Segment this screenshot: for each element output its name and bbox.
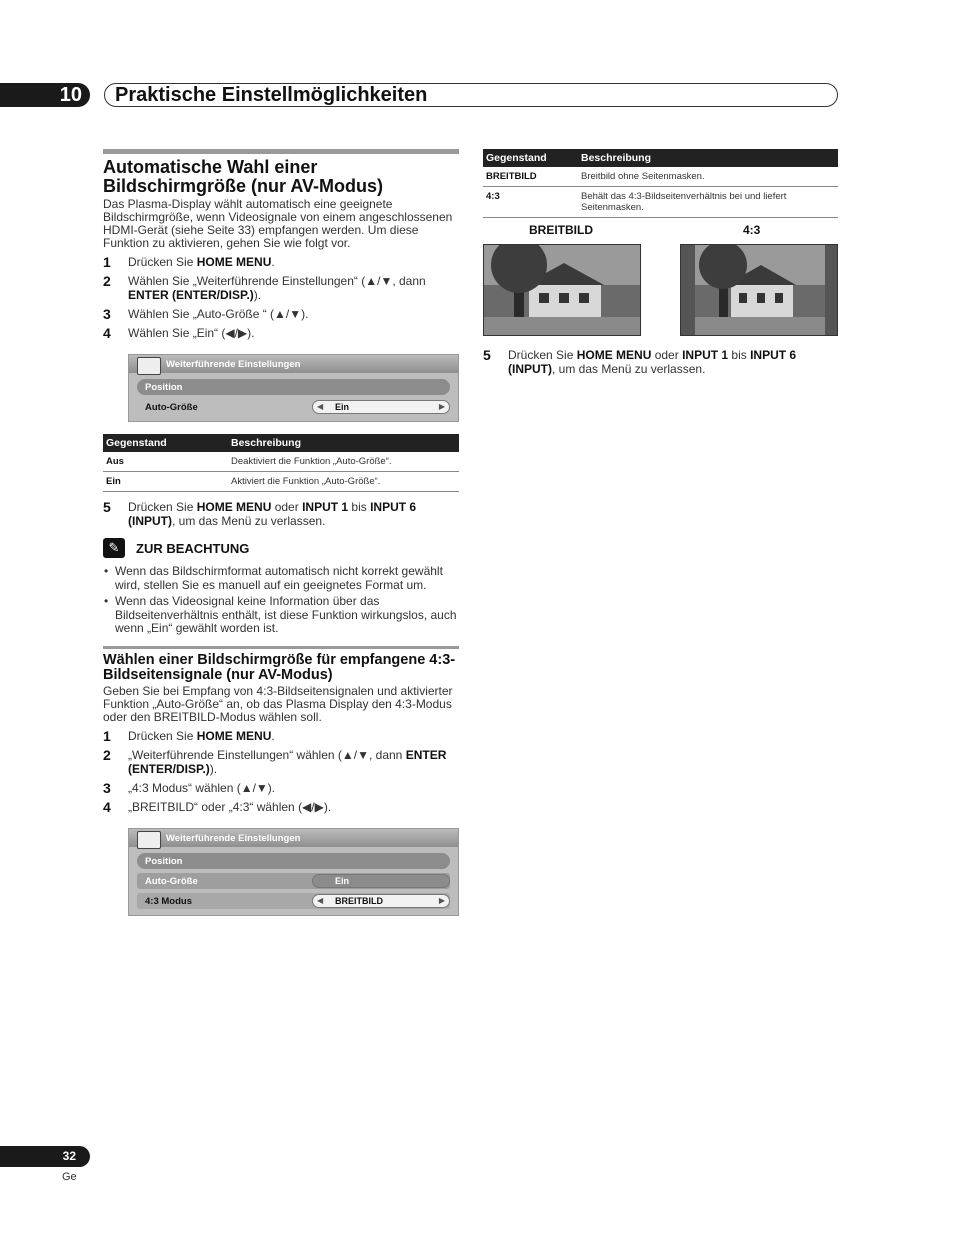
section-rule: [103, 149, 459, 154]
osd-value-43-mode[interactable]: ◀ BREITBILD ▶: [312, 894, 450, 908]
section-intro: Geben Sie bei Empfang von 4:3-Bildseitensignalen und aktivierter Funktion „Auto-Größe“ an, ob das Plasma Display den 4:3-Modus oder den BREITBILD-Modus wählen soll.: [103, 683, 453, 724]
chapter-number: 10: [0, 83, 90, 107]
list-item: • Wenn das Videosignal keine Information über das Bildseitenverhältnis enthält, ist diese Funktion wirkungslos, auch wenn „Ein“ gewählt worden ist.: [103, 595, 459, 636]
step-1: 1 Drücken Sie HOME MENU.: [103, 727, 275, 744]
arrow-left-icon: ◀: [317, 895, 324, 905]
osd-row-auto-size[interactable]: Auto-Größe ◀ Ein ▶: [137, 399, 450, 415]
list-item: • Wenn das Bildschirmformat automatisch nicht korrekt gewählt wird, stellen Sie es manuell auf ein geeignetes Format um.: [103, 565, 459, 592]
table-header: Beschreibung: [578, 149, 838, 167]
osd-row-auto-size[interactable]: Auto-Größe Ein: [137, 873, 450, 889]
osd-value-auto-size[interactable]: ◀ Ein ▶: [312, 400, 450, 414]
osd-row-position[interactable]: Position: [137, 379, 450, 395]
table-row: BREITBILD Breitbild ohne Seitenmasken.: [483, 167, 838, 187]
note-list: [103, 565, 459, 636]
43-mode-table: [483, 149, 838, 218]
section-rule: [103, 646, 459, 649]
pencil-note-icon: ✎: [103, 538, 125, 558]
left-column: [103, 149, 459, 916]
chapter-title: Praktische Einstellmöglichkeiten: [104, 83, 838, 107]
menu-icon: [137, 831, 161, 849]
table-header: Gegenstand: [483, 149, 578, 167]
step-5: 5 Drücken Sie HOME MENU oder INPUT 1 bis INPUT 6 (INPUT), um das Menü zu verlassen.: [103, 499, 417, 528]
breitbild-house-photo: [483, 244, 641, 336]
language-code: Ge: [62, 1171, 77, 1183]
right-column: [483, 149, 838, 376]
step-3: 3 Wählen Sie „Auto-Größe “ (▲/▼).: [103, 306, 309, 322]
step-3: 3 „4:3 Modus“ wählen (▲/▼).: [103, 779, 276, 796]
label-breitbild: BREITBILD: [529, 223, 593, 237]
osd-title: Weiterführende Einstellungen: [166, 832, 301, 844]
osd-row-43-mode[interactable]: 4:3 Modus ◀ BREITBILD ▶: [137, 893, 450, 909]
table-row: 4:3 Behält das 4:3-Bildseitenverhältnis bei und liefert Seitenmasken.: [483, 187, 838, 218]
osd-row-position[interactable]: Position: [137, 853, 450, 869]
section-title-auto-size: Automatische Wahl einer Bildschirmgröße (nur AV-Modus): [103, 157, 384, 196]
table-header: Gegenstand: [103, 434, 228, 452]
section-intro: Das Plasma-Display wählt automatisch eine geeignete Bildschirmgröße, wenn Videosignale von einem angeschlossenen HDMI-Gerät (siehe Seite 33) empfangen werden. Um diese Funktion zu aktivieren, gehen Sie wie folgt vor.: [103, 197, 453, 250]
menu-icon: [137, 357, 161, 375]
osd-value-auto-size[interactable]: Ein: [312, 874, 450, 888]
step-4: 4 Wählen Sie „Ein“ (◀/▶).: [103, 325, 255, 341]
table-header: Beschreibung: [228, 434, 459, 452]
section-title-43-mode: Wählen einer Bildschirmgröße für empfangene 4:3-Bildseitensignale (nur AV-Modus): [103, 651, 456, 683]
osd-menu-auto-size: [128, 354, 459, 422]
image-labels: [483, 223, 838, 237]
arrow-right-icon: ▶: [438, 402, 445, 411]
label-43: 4:3: [743, 223, 761, 237]
auto-size-table: [103, 434, 459, 492]
step-2: 2 Wählen Sie „Weiterführende Einstellungen“ (▲/▼, dann ENTER (ENTER/DISP.)).: [103, 273, 426, 302]
step-2: 2 „Weiterführende Einstellungen“ wählen (▲/▼, dann ENTER (ENTER/DISP.)).: [103, 746, 447, 776]
step-5: 5 Drücken Sie HOME MENU oder INPUT 1 bis INPUT 6 (INPUT), um das Menü zu verlassen.: [483, 347, 797, 376]
table-row: Aus Deaktiviert die Funktion „Auto-Größe“.: [103, 452, 459, 472]
43-house-photo: [680, 244, 838, 336]
step-1: 1 Drücken Sie HOME MENU.: [103, 254, 275, 270]
table-row: Ein Aktiviert die Funktion „Auto-Größe“.: [103, 472, 459, 492]
note-heading: ✎ ZUR BEACHTUNG: [103, 538, 459, 558]
image-pair: [483, 244, 838, 336]
arrow-left-icon: ◀: [317, 402, 324, 411]
osd-menu-43-mode: [128, 828, 459, 916]
osd-title: Weiterführende Einstellungen: [166, 359, 301, 370]
step-4: 4 „BREITBILD“ oder „4:3“ wählen (◀/▶).: [103, 798, 332, 815]
arrow-right-icon: ▶: [438, 895, 445, 905]
page-number: 32: [0, 1146, 90, 1167]
